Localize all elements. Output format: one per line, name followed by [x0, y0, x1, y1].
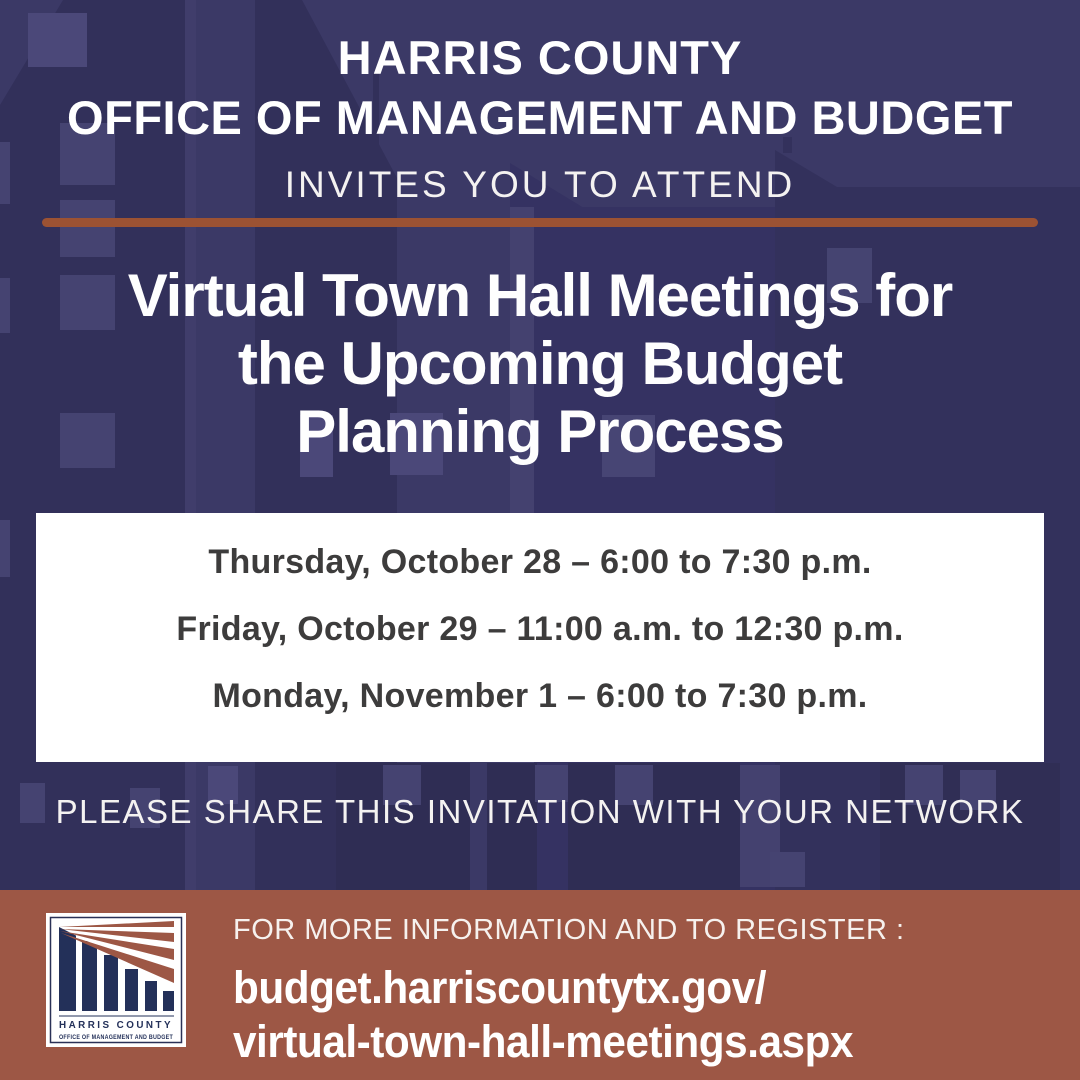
share-note: PLEASE SHARE THIS INVITATION WITH YOUR NETWORK — [55, 793, 1025, 830]
logo-dept-text: OFFICE OF MANAGEMENT AND BUDGET — [59, 1034, 173, 1041]
footer-info-label: FOR MORE INFORMATION AND TO REGISTER : — [233, 914, 905, 946]
header-org-line1: HARRIS COUNTY — [337, 31, 743, 84]
logo-name-text: HARRIS COUNTY — [59, 1020, 173, 1031]
window-shape — [0, 520, 10, 577]
event-title-line: Virtual Town Hall Meetings for — [127, 262, 953, 329]
header-org-line2: OFFICE OF MANAGEMENT AND BUDGET — [67, 91, 1013, 144]
event-title — [0, 262, 1080, 466]
window-shape — [770, 852, 805, 887]
footer-info — [233, 914, 905, 1069]
schedule-item: Thursday, October 28 – 6:00 to 7:30 p.m. — [208, 543, 872, 581]
accent-divider — [42, 218, 1038, 227]
footer-bar — [0, 890, 1080, 1080]
event-title-line: the Upcoming Budget — [237, 330, 843, 397]
event-title-line: Planning Process — [296, 398, 784, 465]
invite-line: INVITES YOU TO ATTEND — [284, 164, 796, 205]
footer-url-line1: budget.harriscountytx.gov/ — [233, 962, 767, 1013]
schedule-item: Monday, November 1 – 6:00 to 7:30 p.m. — [212, 677, 868, 715]
schedule-item: Friday, October 29 – 11:00 a.m. to 12:30 p.m. — [176, 610, 904, 648]
footer-url-line2: virtual-town-hall-meetings.aspx — [233, 1016, 854, 1067]
harris-county-omb-logo — [46, 913, 186, 1047]
window-shape — [60, 200, 115, 257]
schedule-panel — [36, 513, 1044, 762]
